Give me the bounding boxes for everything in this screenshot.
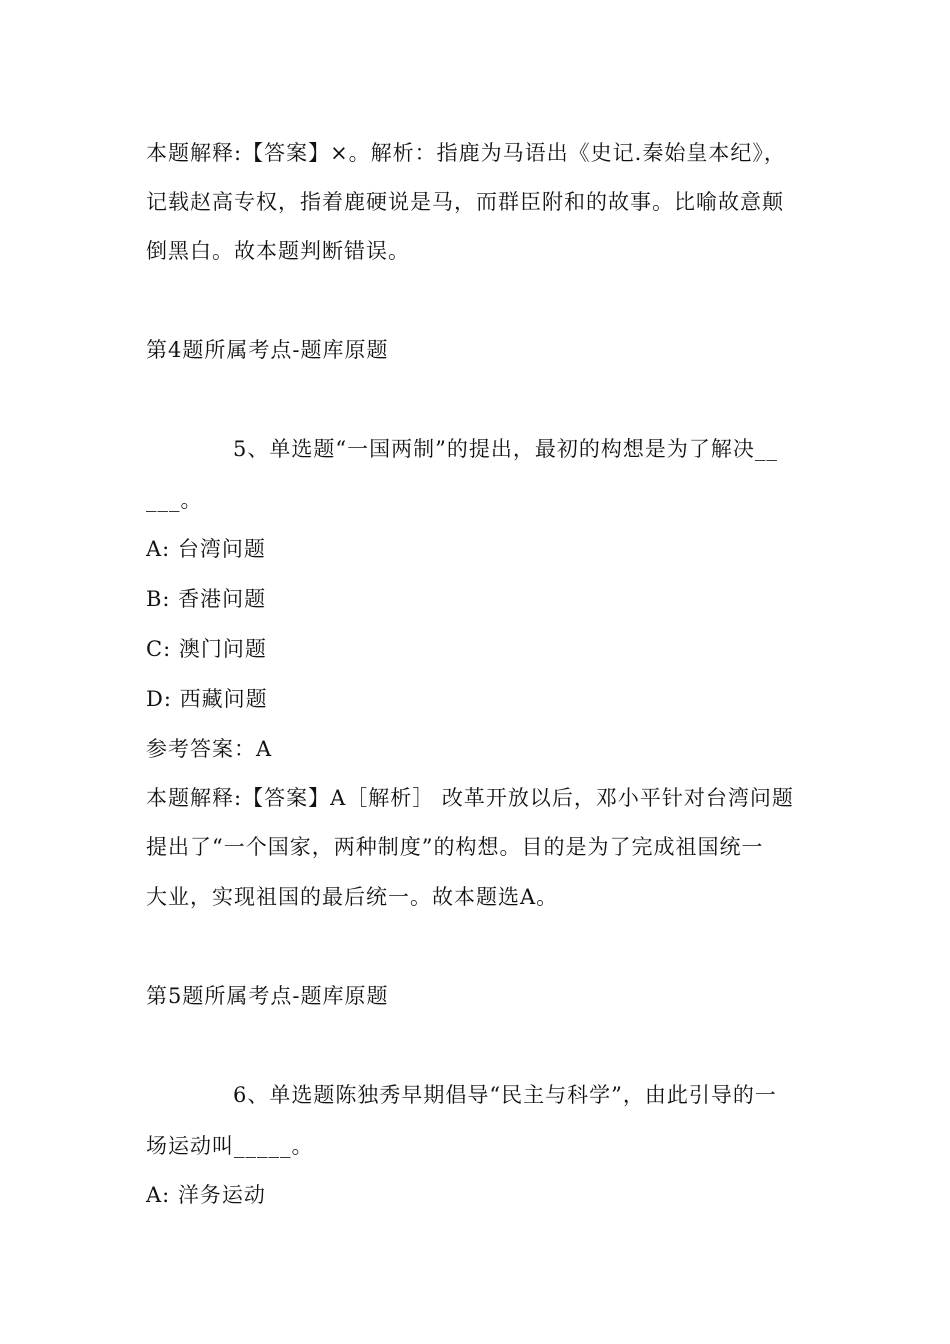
q6-question-line-2: 场运动叫_____。	[146, 1134, 314, 1158]
q5-question-line-2: ___。	[146, 488, 203, 512]
q5-option-b: B: 香港问题	[146, 587, 267, 611]
q4-source: 第4题所属考点-题库原题	[146, 338, 389, 362]
q5-explanation-line-3: 大业，实现祖国的最后统一。故本题选A。	[146, 885, 559, 909]
q4-explanation-line-2: 记载赵高专权，指着鹿硬说是马，而群臣附和的故事。比喻故意颠	[146, 190, 784, 214]
q5-source: 第5题所属考点-题库原题	[146, 984, 389, 1008]
q5-question-line-1: 5、单选题“一国两制”的提出，最初的构想是为了解决__	[233, 437, 778, 461]
q5-option-c: C: 澳门问题	[146, 637, 267, 661]
q4-explanation-line-3: 倒黑白。故本题判断错误。	[146, 239, 410, 263]
q4-explanation-line-1: 本题解释:【答案】×。解析：指鹿为马语出《史记.秦始皇本纪》，	[146, 141, 786, 165]
q5-explanation-line-1: 本题解释:【答案】A［解析］ 改革开放以后，邓小平针对台湾问题	[146, 786, 794, 810]
q5-answer: 参考答案：A	[146, 737, 273, 761]
q6-option-a: A: 洋务运动	[146, 1183, 266, 1207]
q5-option-d: D: 西藏问题	[146, 687, 268, 711]
q5-explanation-line-2: 提出了“一个国家，两种制度”的构想。目的是为了完成祖国统一	[146, 835, 764, 859]
q6-question-line-1: 6、单选题陈独秀早期倡导“民主与科学”，由此引导的一	[233, 1083, 777, 1107]
q5-option-a: A: 台湾问题	[146, 537, 266, 561]
